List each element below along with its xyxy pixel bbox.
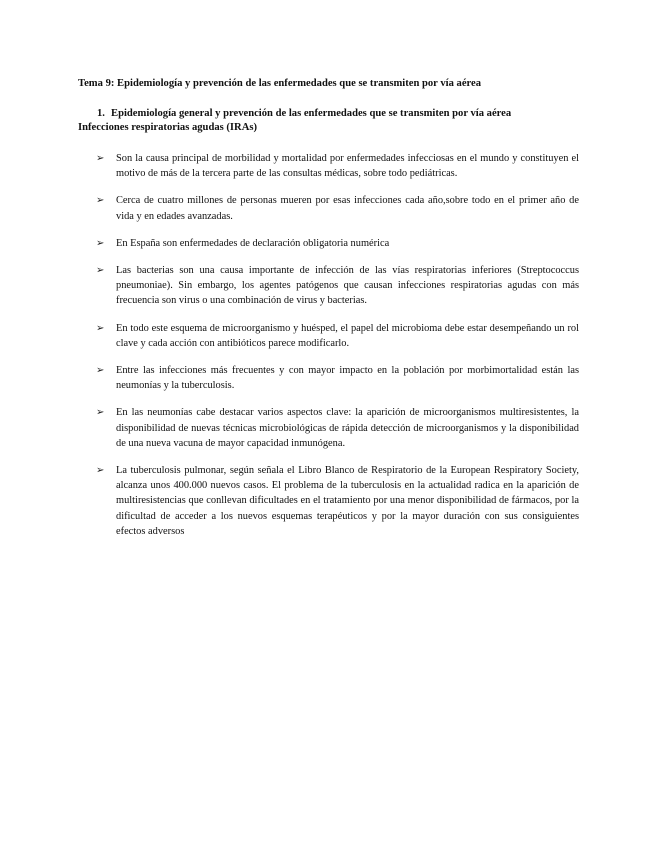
list-item <box>96 151 579 181</box>
list-item <box>96 321 579 351</box>
bullet-text: Son la causa principal de morbilidad y mortalidad por enfermedades infecciosas en el mundo y constituyen el motivo de más de la tercera parte de las consultas médicas, sobre todo pediátricas. <box>116 153 579 180</box>
section-subtitle: Infecciones respiratorias agudas (IRAs) <box>78 122 258 133</box>
arrow-bullet-icon: ➢ <box>96 407 105 419</box>
bullet-text: La tuberculosis pulmonar, según señala el Libro Blanco de Respiratorio de la European Respiratory Society, alcanza unos 400.000 nuevos casos. El problema de la tuberculosis en la actualidad radica en la aparición de multiresistencias que conllevan dificultades en el tratamiento por una menor disponibilidad de fármacos, por la dificultad de acceder a los nuevos esquemas terapéuticos y por la mayor duración con sus consiguientes efectos adversos <box>116 465 579 537</box>
bullet-text: En las neumonías cabe destacar varios aspectos clave: la aparición de microorganismos multiresistentes, la disponibilidad de nuevas técnicas microbiológicas de rápida detección de microorganismos y la disponibilidad de una nueva vacuna de mayor capacidad inmunógena. <box>116 407 579 449</box>
list-item <box>96 193 579 223</box>
bullet-text: Entre las infecciones más frecuentes y con mayor impacto en la población por morbimortalidad están las neumonías y la tuberculosis. <box>116 365 579 392</box>
arrow-bullet-icon: ➢ <box>96 465 105 477</box>
section-heading <box>78 107 598 135</box>
arrow-bullet-icon: ➢ <box>96 153 105 164</box>
section-title: Epidemiología general y prevención de las enfermedades que se transmiten por vía aérea <box>111 108 512 119</box>
bullet-list <box>96 151 579 551</box>
arrow-bullet-icon: ➢ <box>96 195 105 207</box>
list-item <box>96 263 579 309</box>
arrow-bullet-icon: ➢ <box>96 237 105 249</box>
list-item <box>96 405 579 451</box>
bullet-text: En España son enfermedades de declaración obligatoria numérica <box>116 237 390 249</box>
bullet-text: Cerca de cuatro millones de personas mueren por esas infecciones cada año,sobre todo en el primer año de vida y en edades avanzadas. <box>116 195 579 222</box>
section-number: 1. <box>97 108 105 119</box>
document-title: Tema 9: Epidemiología y prevención de las enfermedades que se transmiten por vía aérea <box>78 78 482 89</box>
bullet-text: Las bacterias son una causa importante de infección de las vías respiratorias inferiores (Streptococcus pneumoniae). Sin embargo, los agentes patógenos que causan infecciones respiratorias agudas con más frecuencia son virus o una combinación de virus y bacterias. <box>116 265 579 307</box>
list-item <box>96 363 579 393</box>
arrow-bullet-icon: ➢ <box>96 365 105 377</box>
section-title-line <box>78 107 598 121</box>
list-item <box>96 236 579 251</box>
bullet-text: En todo este esquema de microorganismo y huésped, el papel del microbioma debe estar desempeñando un rol clave y cada acción con antibióticos parece modificarlo. <box>116 322 579 349</box>
arrow-bullet-icon: ➢ <box>96 322 105 334</box>
arrow-bullet-icon: ➢ <box>96 265 105 277</box>
list-item <box>96 463 579 539</box>
